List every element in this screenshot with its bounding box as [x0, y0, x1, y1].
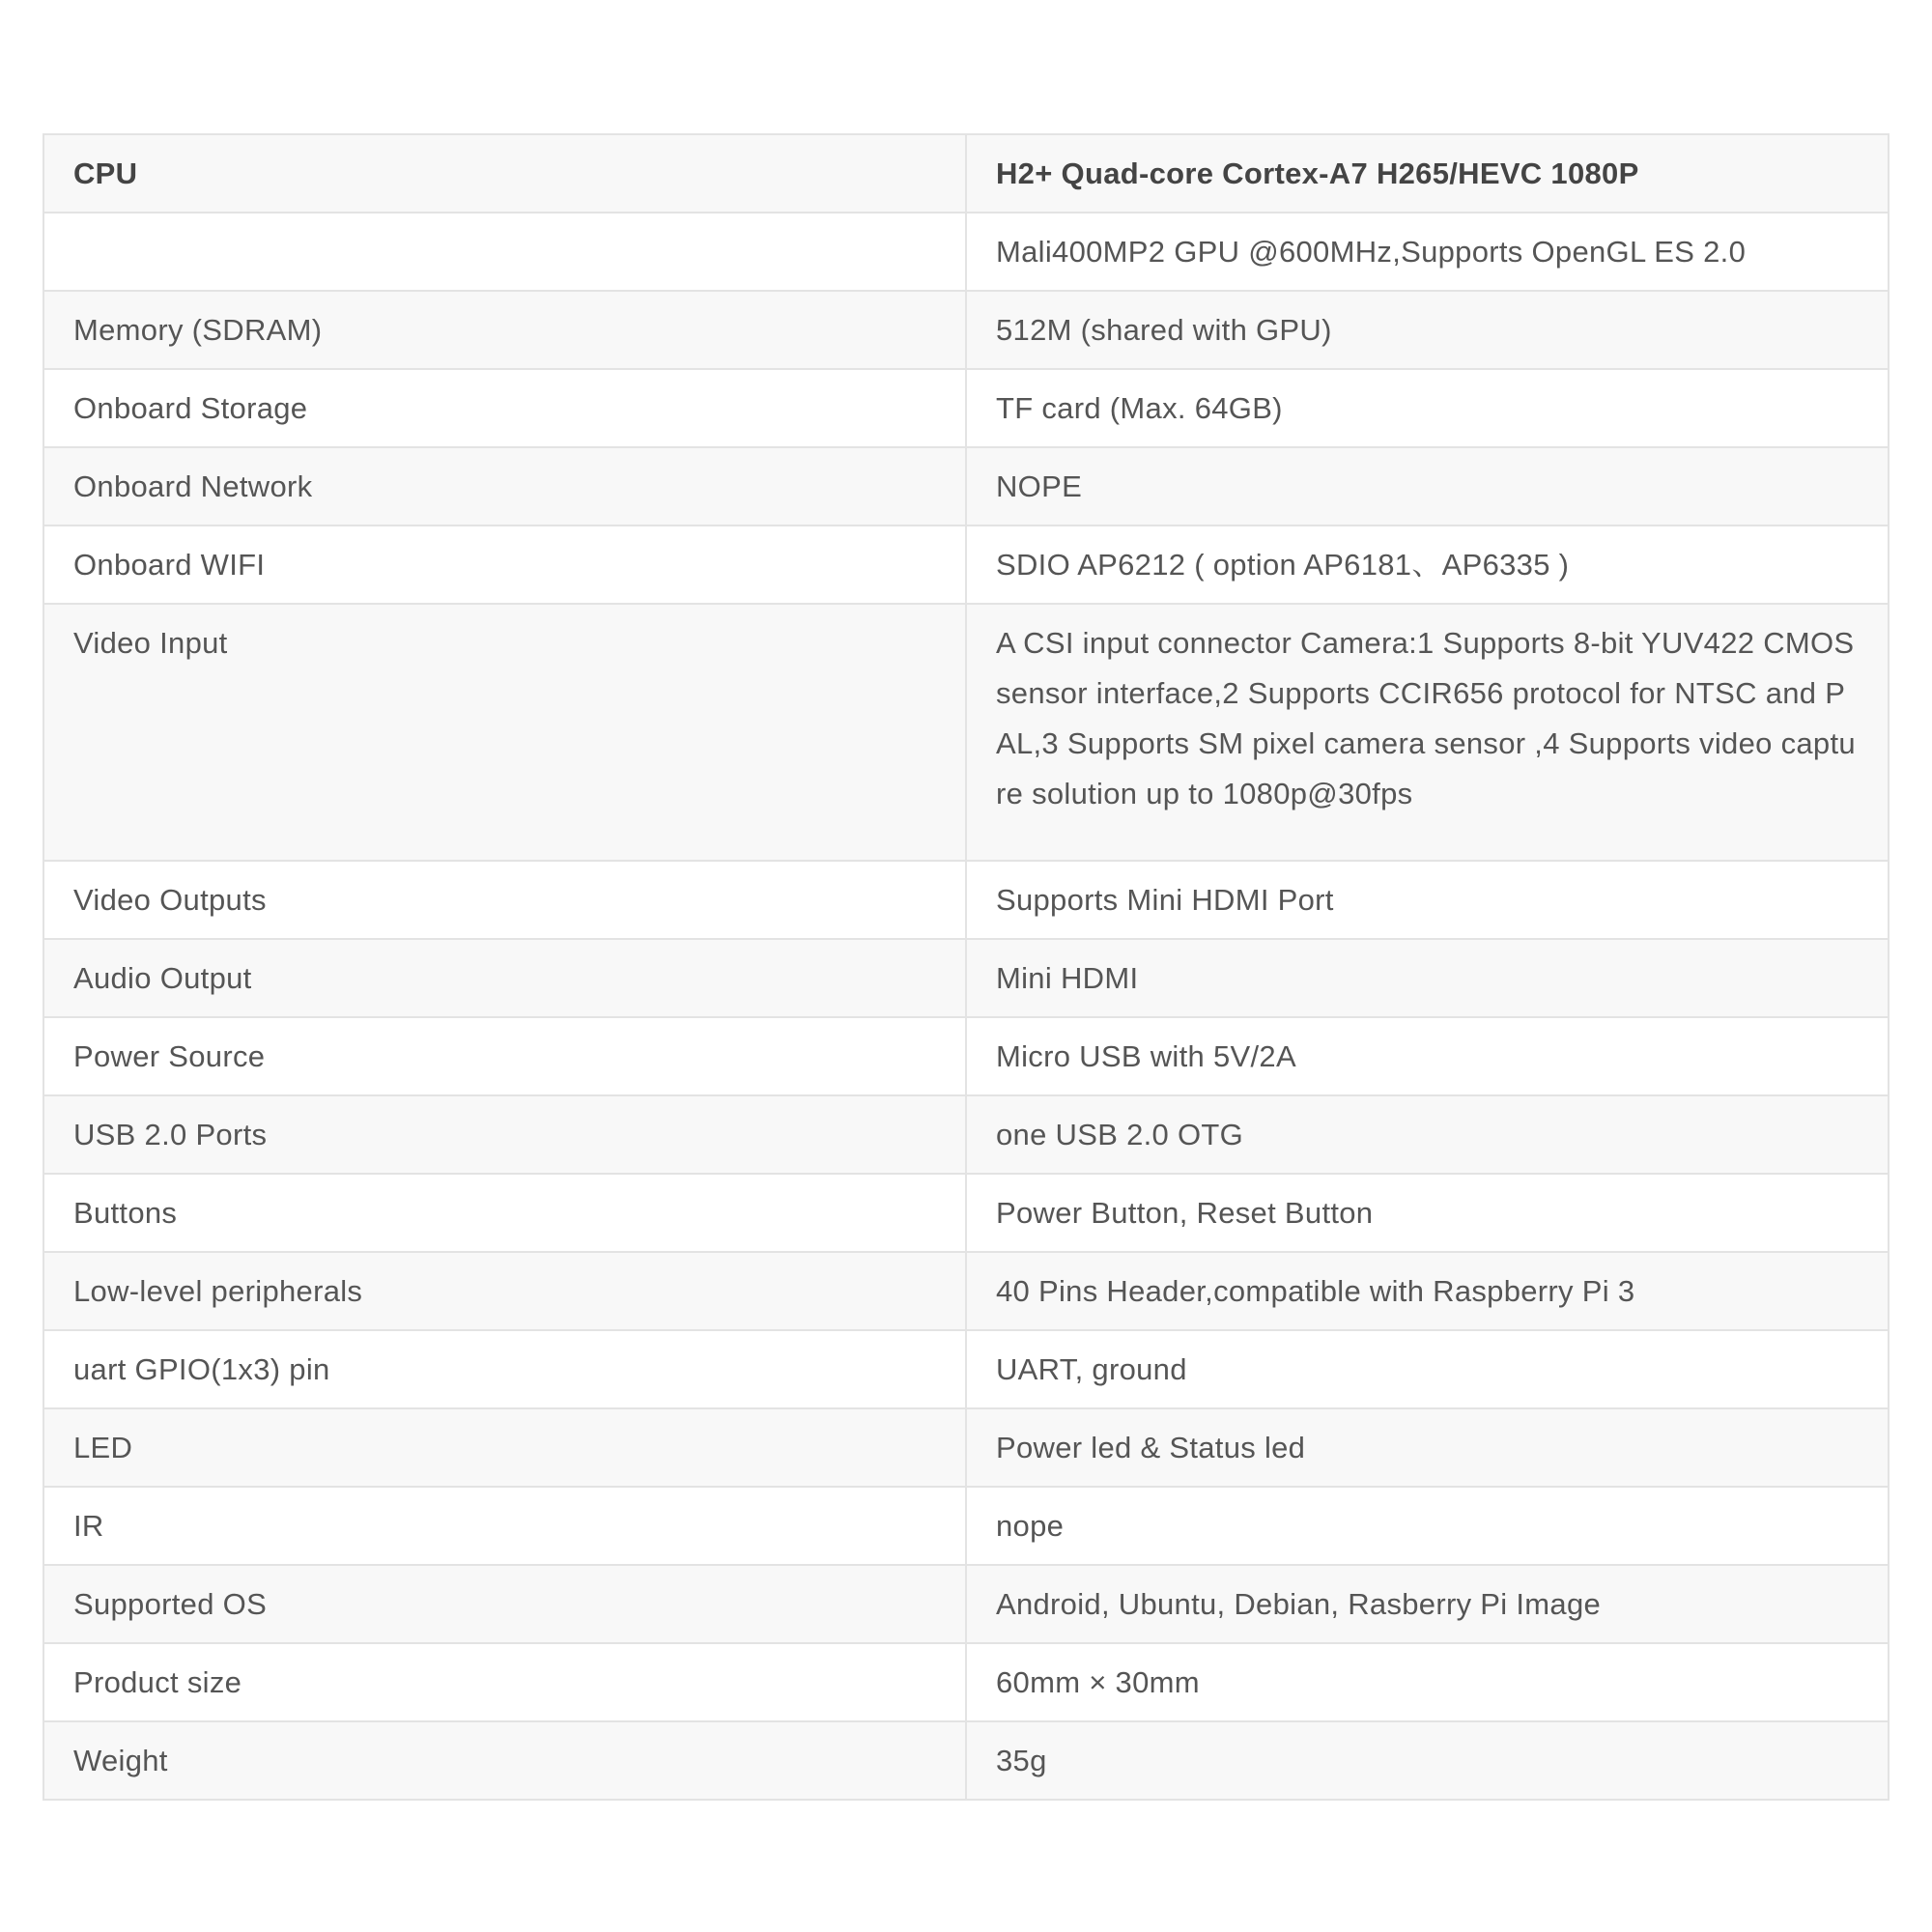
spec-label: Product size: [43, 1643, 966, 1721]
spec-value: 35g: [966, 1721, 1889, 1800]
spec-value: SDIO AP6212 ( option AP6181、AP6335 ): [966, 526, 1889, 604]
spec-value: Mini HDMI: [966, 939, 1889, 1017]
spec-value: A CSI input connector Camera:1 Supports 8-bit YUV422 CMOS sensor interface,2 Supports CCIR656 protocol for NTSC and PAL,3 Supports SM pixel camera sensor ,4 Supports video capture solution up to 1080p@30fps: [966, 604, 1889, 861]
table-row: [43, 1643, 1889, 1721]
table-row: [43, 447, 1889, 526]
spec-value: one USB 2.0 OTG: [966, 1095, 1889, 1174]
spec-label: Video Outputs: [43, 861, 966, 939]
table-row: [43, 1408, 1889, 1487]
table-row: [43, 861, 1889, 939]
spec-label: IR: [43, 1487, 966, 1565]
spec-value: UART, ground: [966, 1330, 1889, 1408]
spec-table: [43, 133, 1889, 1801]
spec-label: Buttons: [43, 1174, 966, 1252]
table-row: [43, 291, 1889, 369]
spec-label: Onboard Network: [43, 447, 966, 526]
spec-label: Video Input: [43, 604, 966, 861]
spec-value: NOPE: [966, 447, 1889, 526]
spec-value: Micro USB with 5V/2A: [966, 1017, 1889, 1095]
table-row: [43, 213, 1889, 291]
table-row: [43, 604, 1889, 861]
spec-label: Onboard Storage: [43, 369, 966, 447]
table-row: [43, 1017, 1889, 1095]
table-row: [43, 1721, 1889, 1800]
table-row: [43, 1565, 1889, 1643]
spec-label: Audio Output: [43, 939, 966, 1017]
spec-value: 512M (shared with GPU): [966, 291, 1889, 369]
spec-label: Low-level peripherals: [43, 1252, 966, 1330]
spec-value: TF card (Max. 64GB): [966, 369, 1889, 447]
spec-value: 60mm × 30mm: [966, 1643, 1889, 1721]
spec-label: uart GPIO(1x3) pin: [43, 1330, 966, 1408]
table-row: [43, 939, 1889, 1017]
spec-label: LED: [43, 1408, 966, 1487]
spec-value: Mali400MP2 GPU @600MHz,Supports OpenGL ES 2.0: [966, 213, 1889, 291]
table-row: [43, 526, 1889, 604]
table-row: [43, 1174, 1889, 1252]
spec-label: CPU: [43, 134, 966, 213]
spec-value: Supports Mini HDMI Port: [966, 861, 1889, 939]
spec-label: Onboard WIFI: [43, 526, 966, 604]
table-row: [43, 1095, 1889, 1174]
spec-label: [43, 213, 966, 291]
spec-label: USB 2.0 Ports: [43, 1095, 966, 1174]
table-row: [43, 134, 1889, 213]
spec-value: 40 Pins Header,compatible with Raspberry Pi 3: [966, 1252, 1889, 1330]
spec-value: Power Button, Reset Button: [966, 1174, 1889, 1252]
spec-label: Supported OS: [43, 1565, 966, 1643]
spec-label: Memory (SDRAM): [43, 291, 966, 369]
spec-value: Power led & Status led: [966, 1408, 1889, 1487]
table-row: [43, 1487, 1889, 1565]
spec-label: Weight: [43, 1721, 966, 1800]
table-row: [43, 369, 1889, 447]
table-row: [43, 1252, 1889, 1330]
spec-label: Power Source: [43, 1017, 966, 1095]
spec-value: Android, Ubuntu, Debian, Rasberry Pi Image: [966, 1565, 1889, 1643]
spec-value: H2+ Quad-core Cortex-A7 H265/HEVC 1080P: [966, 134, 1889, 213]
table-row: [43, 1330, 1889, 1408]
spec-value: nope: [966, 1487, 1889, 1565]
